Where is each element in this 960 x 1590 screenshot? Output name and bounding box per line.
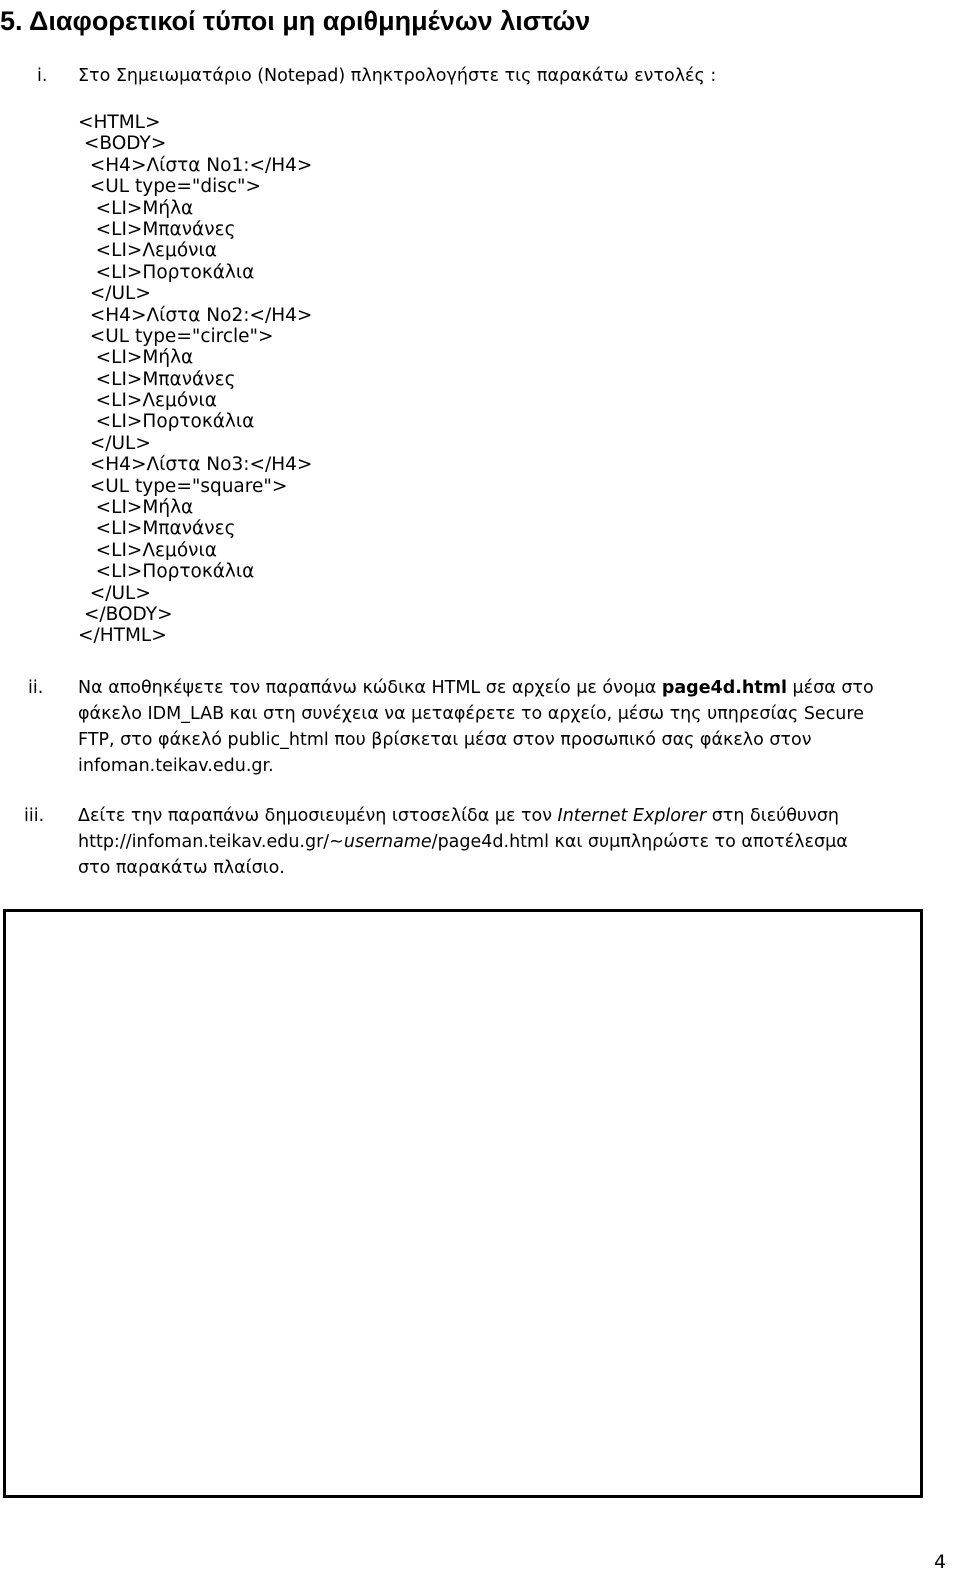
step-1-text: Στο Σημειωματάριο (Notepad) πληκτρολογήστε τις παρακάτω εντολές : bbox=[78, 66, 717, 86]
step-2-text-b: μέσα στο bbox=[786, 678, 874, 698]
step-2-text-a: Να αποθηκέψετε τον παραπάνω κώδικα HTML σε αρχείο με όνομα bbox=[78, 678, 662, 698]
code-line: <LI>Λεμόνια bbox=[78, 390, 217, 412]
code-line: </UL> bbox=[78, 582, 151, 604]
code-line: <LI>Μήλα bbox=[78, 197, 194, 219]
code-line: <LI>Λεμόνια bbox=[78, 240, 217, 262]
code-line: <LI>Πορτοκάλια bbox=[78, 261, 255, 283]
code-line: <BODY> bbox=[78, 133, 167, 155]
step-2-line-3: FTP, στο φάκελό public_html που βρίσκεται μέσα στον προσωπικό σας φάκελο στον bbox=[78, 730, 812, 750]
code-line: <LI>Πορτοκάλια bbox=[78, 411, 255, 433]
code-line: <LI>Πορτοκάλια bbox=[78, 561, 255, 583]
step-3-line-1 bbox=[78, 803, 948, 829]
code-line: <LI>Μήλα bbox=[78, 497, 194, 519]
code-line: <H4>Λίστα No1:</H4> bbox=[78, 154, 313, 176]
code-line: <H4>Λίστα No3:</H4> bbox=[78, 454, 313, 476]
code-line: </BODY> bbox=[78, 603, 173, 625]
page-number: 4 bbox=[934, 1551, 947, 1573]
url-prefix: http://infoman.teikav.edu.gr/~ bbox=[78, 832, 344, 852]
answer-box bbox=[3, 909, 923, 1498]
step-3-instruction bbox=[78, 803, 948, 881]
code-line: <UL type="square"> bbox=[78, 475, 288, 497]
step-3-line-3: στο παρακάτω πλαίσιο. bbox=[78, 858, 285, 878]
url-username: username bbox=[343, 832, 432, 852]
step-2-marker: ii. bbox=[28, 678, 44, 698]
html-code-listing bbox=[78, 112, 312, 647]
code-line: </UL> bbox=[78, 283, 151, 305]
code-line: <LI>Μπανάνες bbox=[78, 368, 236, 390]
step-1-marker: i. bbox=[37, 66, 48, 86]
code-line: <LI>Μήλα bbox=[78, 347, 194, 369]
step-3-marker: iii. bbox=[24, 806, 45, 826]
code-line: <LI>Μπανάνες bbox=[78, 218, 236, 240]
code-line: <UL type="circle"> bbox=[78, 325, 274, 347]
section-title: 5. Διαφορετικοί τύποι μη αριθμημένων λιστών bbox=[0, 6, 591, 36]
step-2-line-1 bbox=[78, 675, 948, 701]
code-line: <LI>Λεμόνια bbox=[78, 539, 217, 561]
code-line: <H4>Λίστα No2:</H4> bbox=[78, 304, 313, 326]
step-3-line-2 bbox=[78, 829, 948, 855]
filename: page4d.html bbox=[661, 678, 787, 698]
code-line: <HTML> bbox=[78, 112, 161, 133]
code-line: <UL type="disc"> bbox=[78, 176, 262, 198]
browser-name: Internet Explorer bbox=[557, 806, 707, 826]
step-3-text-c: και συμπληρώστε το αποτέλεσμα bbox=[548, 832, 848, 852]
step-2-instruction bbox=[78, 675, 948, 779]
step-2-line-2: φάκελο IDM_LAB και στη συνέχεια να μεταφέρετε το αρχείο, μέσω της υπηρεσίας Secure bbox=[78, 704, 864, 724]
step-1-instruction bbox=[78, 63, 948, 89]
url-suffix: /page4d.html bbox=[431, 832, 549, 852]
code-line: </UL> bbox=[78, 432, 151, 454]
code-line: </HTML> bbox=[78, 625, 167, 647]
code-line: <LI>Μπανάνες bbox=[78, 518, 236, 540]
step-2-line-4: infoman.teikav.edu.gr. bbox=[78, 756, 274, 776]
step-3-text-a: Δείτε την παραπάνω δημοσιευμένη ιστοσελίδα με τον bbox=[78, 806, 558, 826]
step-3-text-b: στη διεύθυνση bbox=[706, 806, 840, 826]
